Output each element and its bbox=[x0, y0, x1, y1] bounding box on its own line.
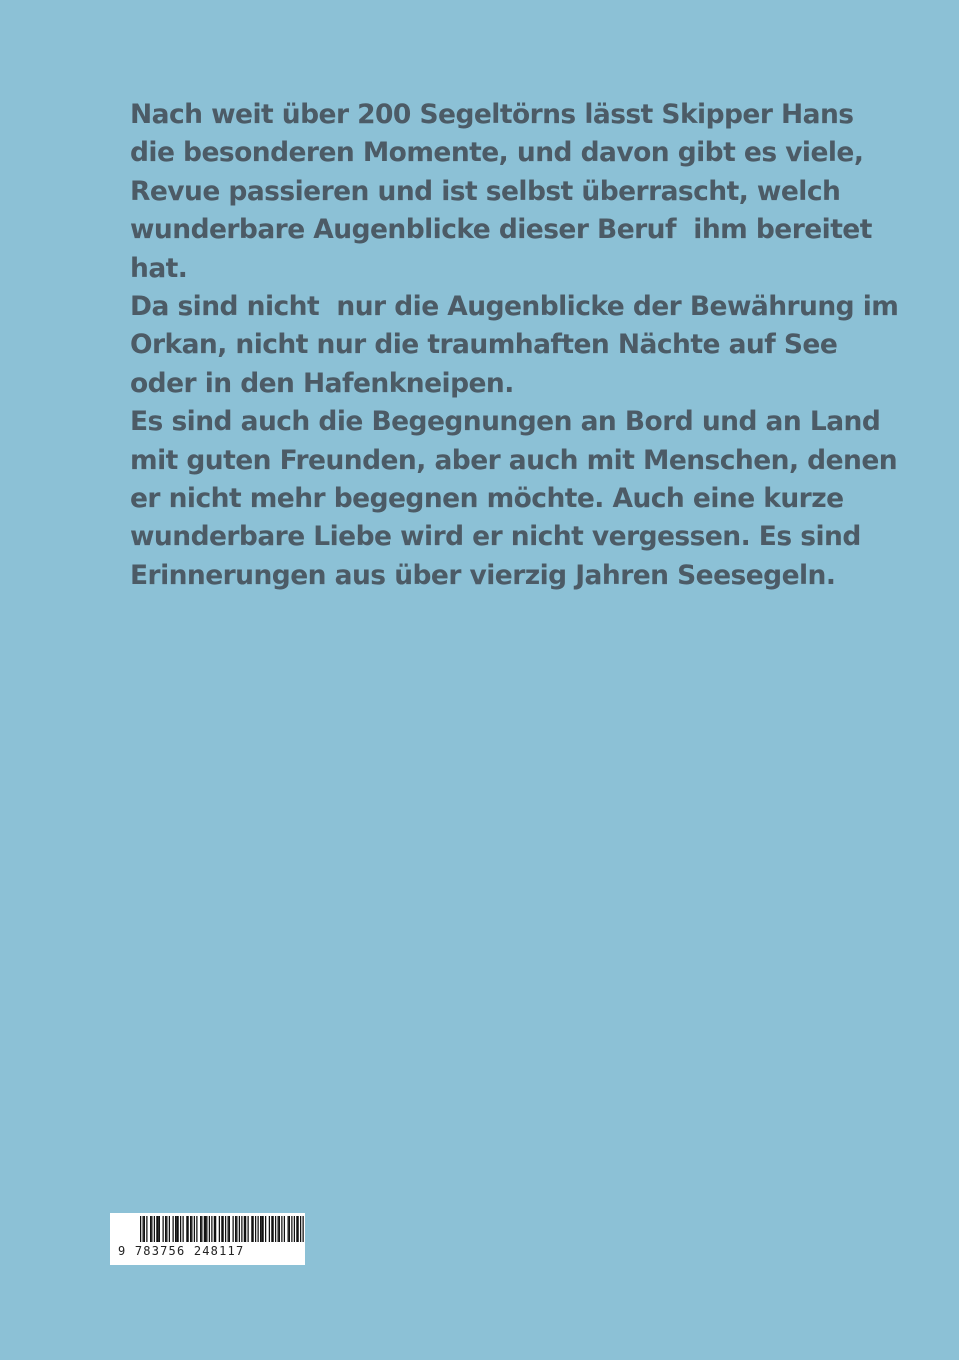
barcode-bar bbox=[146, 1216, 147, 1242]
barcode-bar bbox=[241, 1216, 242, 1242]
barcode-bar bbox=[205, 1216, 206, 1242]
barcode-bar bbox=[219, 1216, 220, 1242]
barcode-bar bbox=[180, 1216, 181, 1242]
blurb-line: Es sind auch die Begegnungen an Bord und an Land bbox=[130, 406, 881, 438]
barcode-bar bbox=[206, 1216, 207, 1242]
barcode-bar bbox=[186, 1216, 187, 1242]
blurb-line: Revue passieren und ist selbst überrascht, welch bbox=[130, 175, 841, 207]
barcode-bar bbox=[178, 1216, 179, 1242]
barcode-bar bbox=[143, 1216, 144, 1242]
barcode-bar bbox=[169, 1216, 170, 1242]
barcode-bar bbox=[173, 1216, 174, 1242]
blurb-line: Nach weit über 200 Segeltörns lässt Skipper Hans bbox=[130, 99, 854, 130]
barcode-bar bbox=[258, 1216, 259, 1242]
barcode-bar bbox=[188, 1216, 189, 1242]
blurb-line: er nicht mehr begegnen möchte. Auch eine kurze bbox=[130, 483, 844, 515]
barcode-bar bbox=[211, 1216, 212, 1242]
barcode-bar bbox=[296, 1216, 297, 1242]
barcode-bar bbox=[190, 1216, 191, 1242]
barcode-bar bbox=[196, 1216, 197, 1242]
barcode-bar bbox=[269, 1216, 270, 1242]
barcode-bar bbox=[191, 1216, 192, 1242]
barcode-bar bbox=[194, 1216, 195, 1242]
barcode-bar bbox=[271, 1216, 272, 1242]
barcode-bar bbox=[235, 1216, 236, 1242]
barcode-bar bbox=[303, 1216, 304, 1242]
barcode-bar bbox=[165, 1216, 166, 1242]
barcode-bar bbox=[248, 1216, 249, 1242]
barcode-bar bbox=[158, 1216, 159, 1242]
barcode-bar bbox=[263, 1216, 264, 1242]
barcode-bar bbox=[298, 1216, 299, 1242]
barcode-bar bbox=[151, 1216, 152, 1242]
barcode-bar bbox=[223, 1216, 224, 1242]
barcode-bar bbox=[300, 1216, 301, 1242]
barcode-bar bbox=[291, 1216, 292, 1242]
blurb-line: oder in den Hafenkneipen. bbox=[130, 367, 514, 399]
barcode-bar bbox=[260, 1216, 261, 1242]
barcode-bar bbox=[159, 1216, 160, 1242]
barcode-bar bbox=[279, 1216, 280, 1242]
barcode-bar bbox=[209, 1216, 210, 1242]
barcode-bar bbox=[239, 1216, 240, 1242]
isbn-barcode bbox=[110, 1213, 305, 1265]
barcode-bar bbox=[228, 1216, 229, 1242]
barcode-bar bbox=[150, 1216, 151, 1242]
barcode-bar bbox=[214, 1216, 215, 1242]
barcode-bar bbox=[154, 1216, 155, 1242]
barcode-bar bbox=[255, 1216, 256, 1242]
blurb-line: Erinnerungen aus über vierzig Jahren Seesegeln. bbox=[130, 559, 836, 591]
barcode-bar bbox=[288, 1216, 289, 1242]
barcode-bar bbox=[215, 1216, 216, 1242]
barcode-bar bbox=[200, 1216, 201, 1242]
barcode-bar bbox=[225, 1216, 226, 1242]
barcode-bar bbox=[144, 1216, 145, 1242]
blurb-line: mit guten Freunden, aber auch mit Menschen, denen bbox=[130, 444, 898, 476]
blurb-text bbox=[130, 96, 920, 595]
barcode-bar bbox=[229, 1216, 230, 1242]
barcode-bar bbox=[253, 1216, 254, 1242]
barcode-bar bbox=[183, 1216, 184, 1242]
barcode-bar bbox=[221, 1216, 222, 1242]
barcode-bar bbox=[245, 1216, 246, 1242]
blurb-line: die besonderen Momente, und davon gibt es viele, bbox=[130, 137, 864, 169]
barcode-bar bbox=[244, 1216, 245, 1242]
barcode-bar bbox=[284, 1216, 285, 1242]
blurb-line: hat. bbox=[130, 252, 188, 284]
blurb-line: wunderbare Liebe wird er nicht vergessen. Es sind bbox=[130, 521, 861, 553]
barcode-bar bbox=[140, 1216, 141, 1242]
barcode-bar bbox=[275, 1216, 276, 1242]
blurb-line: Orkan, nicht nur die traumhaften Nächte auf See bbox=[130, 329, 838, 361]
barcode-bar bbox=[176, 1216, 177, 1242]
barcode-bar bbox=[204, 1216, 205, 1242]
blurb-line: Da sind nicht nur die Augenblicke der Bewährung im bbox=[130, 291, 899, 323]
barcode-bar bbox=[175, 1216, 176, 1242]
barcode-bar bbox=[278, 1216, 279, 1242]
blurb-line: wunderbare Augenblicke dieser Beruf ihm bereitet bbox=[130, 214, 872, 246]
isbn-number: 9 783756 248117 bbox=[118, 1244, 245, 1258]
barcode-bar bbox=[294, 1216, 295, 1242]
barcode-bar bbox=[201, 1216, 202, 1242]
barcode-bar bbox=[236, 1216, 237, 1242]
barcode-bar bbox=[251, 1216, 252, 1242]
barcode-bar bbox=[163, 1216, 164, 1242]
barcode-bar bbox=[289, 1216, 290, 1242]
barcode-bar bbox=[281, 1216, 282, 1242]
barcode-bar bbox=[156, 1216, 157, 1242]
barcode-bar bbox=[265, 1216, 266, 1242]
barcode-bar bbox=[233, 1216, 234, 1242]
barcode-bar bbox=[166, 1216, 167, 1242]
barcode-bar bbox=[273, 1216, 274, 1242]
barcode-bar bbox=[261, 1216, 262, 1242]
